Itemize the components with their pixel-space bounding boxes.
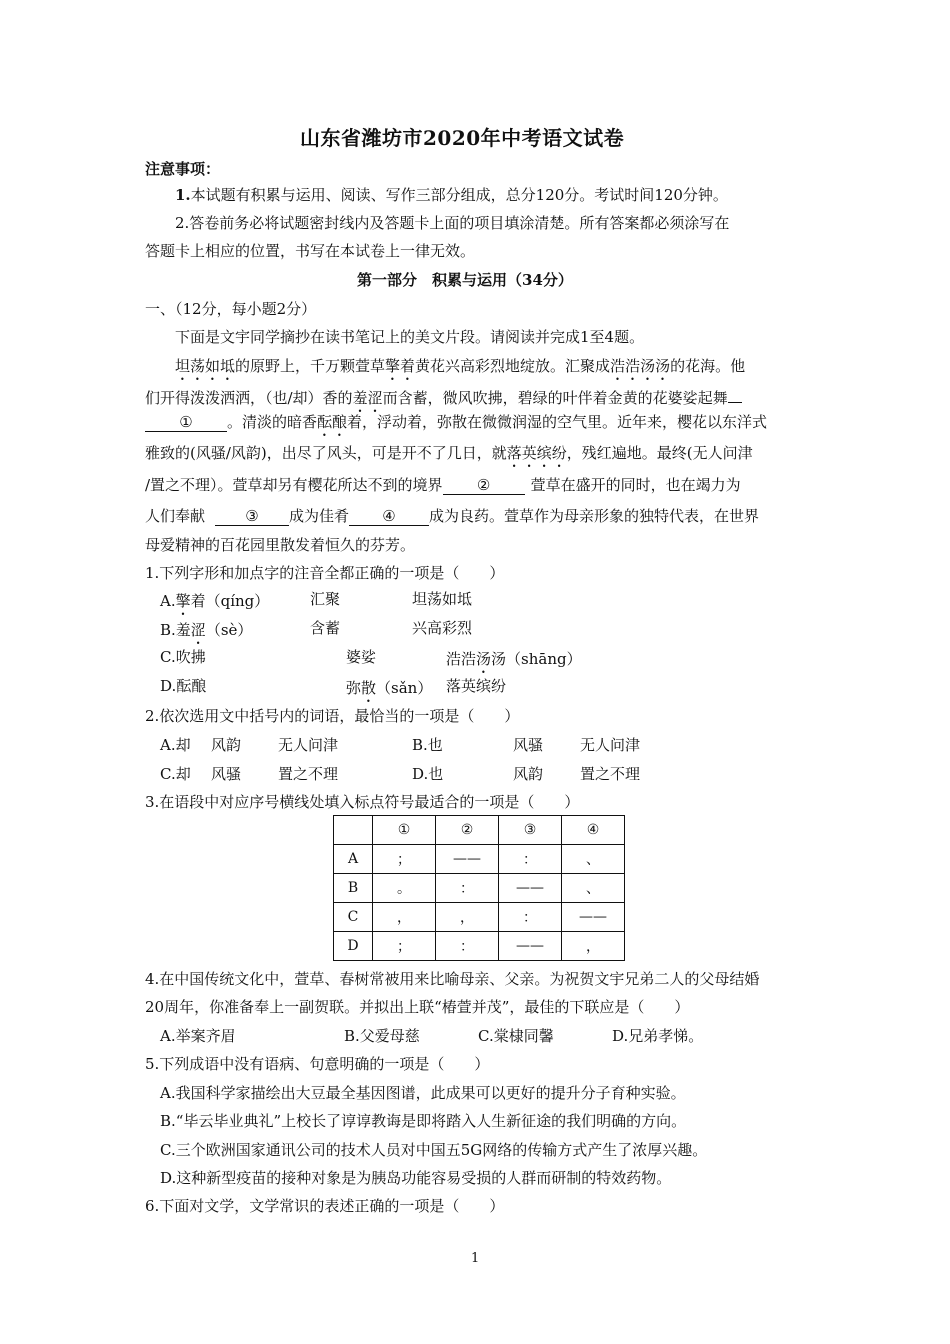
passage-dotted-word: 坦荡如坻	[175, 357, 236, 375]
notice-item-2-line1: 2.答卷前务必将试题密封线内及答题卡上面的项目填涂清楚。所有答案都必须涂写在	[175, 214, 730, 232]
notice-item-2-line2: 答题卡上相应的位置，书写在本试卷上一律无效。	[145, 242, 476, 260]
table-cell: ①	[373, 816, 436, 845]
q3-answer-table	[333, 815, 625, 961]
q1-option-c[interactable]: C.吹拂	[160, 648, 206, 666]
passage-text: 。清淡的暗香	[227, 413, 318, 431]
passage-dotted-word: 擎着	[385, 357, 416, 375]
table-row	[334, 903, 625, 932]
dotted-char: 汤	[476, 650, 492, 668]
table-cell	[334, 816, 373, 845]
q4-option-d[interactable]: D.兄弟孝悌。	[612, 1027, 704, 1045]
table-cell: ：	[436, 932, 499, 961]
table-cell: ——	[499, 874, 562, 903]
notice-heading: 注意事项：	[145, 160, 221, 178]
passage-text: ，残红遍地。最终(无人问津	[566, 444, 753, 462]
table-cell: 。	[373, 874, 436, 903]
q1-option-b[interactable]	[160, 621, 252, 648]
passage-line-1	[175, 357, 745, 384]
notice-item-1-text: 本试题有积累与运用、阅读、写作三部分组成，总分120分。考试时间120分钟。	[190, 186, 728, 204]
q2-option-d-word3: 置之不理	[580, 765, 641, 783]
q5-option-d[interactable]: D.这种新型疫苗的接种对象是为胰岛功能容易受损的人群而研制的特效药物。	[160, 1169, 672, 1187]
table-cell: C	[334, 903, 373, 932]
table-cell: A	[334, 845, 373, 874]
option-text: 浩浩	[446, 650, 477, 668]
blank-1-start	[728, 385, 742, 403]
passage-text: 们开得泼泼洒洒，（也/却）香的	[145, 389, 353, 407]
page-number: 1	[471, 1251, 480, 1266]
passage-text: 成为佳肴	[289, 507, 350, 525]
passage-text: 而含蓄，微风吹拂，碧绿的叶伴着金黄的花婆娑起舞	[382, 389, 728, 407]
table-cell: D	[334, 932, 373, 961]
table-cell: ，	[562, 932, 625, 961]
dotted-char: 散	[361, 679, 377, 697]
part1-heading: 第一部分 积累与运用（34分）	[357, 271, 573, 289]
q1-option-a-word3: 坦荡如坻	[412, 590, 473, 608]
passage-text: 人们奉献	[145, 507, 206, 525]
q1-option-d-word3: 落英缤纷	[446, 677, 507, 695]
q1-option-d-word2	[346, 679, 432, 706]
q1-option-a[interactable]	[160, 592, 269, 619]
passage-text: 的花海。他	[670, 357, 746, 375]
q2-option-c-word2: 风骚	[211, 765, 242, 783]
q2-option-b-word3: 无人问津	[580, 736, 641, 754]
q5-option-a[interactable]: A.我国科学家描绘出大豆最全基因图谱，此成果可以更好的提升分子育种实验。	[160, 1084, 686, 1102]
page-title: 山东省潍坊市2020年中考语文试卷	[300, 126, 625, 150]
table-cell: 、	[562, 874, 625, 903]
blank-1[interactable]: ①	[145, 414, 227, 432]
q3-stem: 3.在语段中对应序号横线处填入标点符号最适合的一项是（ ）	[145, 793, 580, 811]
q1-option-c-word3	[446, 650, 582, 677]
table-cell: ：	[499, 903, 562, 932]
q1-option-a-word2: 汇聚	[310, 590, 341, 608]
q2-option-b[interactable]: B.也	[412, 736, 443, 754]
table-header-row	[334, 816, 625, 845]
table-cell: B	[334, 874, 373, 903]
q1-option-c-word2: 婆娑	[346, 648, 377, 666]
table-cell: ：	[436, 874, 499, 903]
passage-line-2	[145, 385, 742, 416]
q2-option-d-word2: 风韵	[513, 765, 544, 783]
section1-intro: 下面是文宇同学摘抄在读书笔记上的美文片段。请阅读并完成1至4题。	[175, 328, 645, 346]
passage-text: 萱草在盛开的同时，也在竭力为	[530, 476, 741, 494]
q2-option-d[interactable]: D.也	[412, 765, 444, 783]
q4-stem-line2: 20周年，你准备奉上一副贺联。并拟出上联“椿萱并茂”，最佳的下联应是（ ）	[145, 998, 690, 1016]
q2-stem: 2.依次选用文中括号内的词语，最恰当的一项是（ ）	[145, 707, 520, 725]
table-cell: ，	[373, 903, 436, 932]
passage-line-4	[145, 444, 753, 471]
q2-option-b-word2: 风骚	[513, 736, 544, 754]
option-text: 汤（shāng）	[491, 650, 582, 668]
table-row	[334, 845, 625, 874]
dotted-char: 擎	[175, 592, 191, 610]
passage-dotted-word: 羞涩	[352, 389, 383, 407]
option-letter: A.	[160, 592, 176, 610]
q2-option-a[interactable]: A.却	[160, 736, 191, 754]
table-cell: ：	[499, 845, 562, 874]
passage-text: 着，浮动着，弥散在微微润湿的空气里。近年来，樱花以东洋式	[347, 413, 768, 431]
q1-option-b-word2: 含蓄	[310, 619, 341, 637]
table-cell: ，	[436, 903, 499, 932]
q4-stem-line1: 4.在中国传统文化中，萱草、春树常被用来比喻母亲、父亲。为祝贺文宇兄弟二人的父母结婚	[145, 970, 760, 988]
q6-stem: 6.下面对文学，文学常识的表述正确的一项是（ ）	[145, 1197, 505, 1215]
table-cell: ④	[562, 816, 625, 845]
q4-option-a[interactable]: A.举案齐眉	[160, 1027, 236, 1045]
q2-option-a-word2: 风韵	[211, 736, 242, 754]
q5-option-c[interactable]: C.三个欧洲国家通讯公司的技术人员对中国五5G网络的传输方式产生了浓厚兴趣。	[160, 1141, 708, 1159]
q2-option-a-word3: 无人问津	[278, 736, 339, 754]
q1-stem: 1.下列字形和加点字的注音全都正确的一项是（ ）	[145, 564, 505, 582]
q1-option-d[interactable]: D.酝酿	[160, 677, 207, 695]
blank-2[interactable]: ②	[443, 477, 525, 495]
passage-text: 的原野上，千万颗萱草	[235, 357, 386, 375]
table-cell: ②	[436, 816, 499, 845]
table-cell: ——	[499, 932, 562, 961]
passage-text: 成为良药。萱草作为母亲形象的独特代表，在世界	[429, 507, 760, 525]
option-text: B.羞	[160, 621, 191, 639]
option-text: 弥	[346, 679, 362, 697]
blank-3[interactable]: ③	[215, 508, 289, 526]
blank-4[interactable]: ④	[349, 508, 429, 526]
option-text: （sè）	[205, 621, 253, 639]
q1-option-b-word3: 兴高彩烈	[412, 619, 473, 637]
table-cell: ——	[562, 903, 625, 932]
passage-text: 黄花兴高彩烈地绽放。汇聚成	[415, 357, 611, 375]
passage-dotted-word: 酝酿	[317, 413, 348, 431]
passage-line-6	[145, 508, 759, 526]
passage-dotted-word: 落英缤纷	[506, 444, 567, 462]
q5-stem: 5.下列成语中没有语病、句意明确的一项是（ ）	[145, 1055, 490, 1073]
q4-option-c[interactable]: C.棠棣同馨	[478, 1027, 554, 1045]
notice-item-1	[175, 188, 728, 203]
passage-line-5	[145, 477, 741, 495]
dotted-char: 涩	[190, 621, 206, 639]
table-cell: ；	[373, 932, 436, 961]
q4-option-b[interactable]: B.父爱母慈	[344, 1027, 420, 1045]
q2-option-c[interactable]: C.却	[160, 765, 191, 783]
option-text: 着（qíng）	[190, 592, 270, 610]
table-cell: ——	[436, 845, 499, 874]
passage-line-3	[145, 413, 767, 440]
notice-item-1-number: 1.	[175, 186, 191, 204]
option-text: （sǎn）	[376, 679, 433, 697]
table-row	[334, 874, 625, 903]
q5-option-b[interactable]: B.“毕云毕业典礼”上校长了谆谆教诲是即将踏入人生新征途的我们明确的方向。	[160, 1112, 687, 1130]
section1-label: 一、（12分，每小题2分）	[145, 300, 317, 318]
table-cell: ③	[499, 816, 562, 845]
passage-dotted-word: 浩浩汤汤	[610, 357, 671, 375]
passage-line-7: 母爱精神的百花园里散发着恒久的芬芳。	[145, 536, 416, 554]
passage-text: /置之不理）。萱草却另有樱花所达不到的境界	[145, 476, 443, 494]
table-cell: ；	[373, 845, 436, 874]
table-cell: 、	[562, 845, 625, 874]
passage-text: 雅致的(风骚/风韵)，出尽了风头，可是开不了几日，就	[145, 444, 507, 462]
table-row	[334, 932, 625, 961]
q2-option-c-word3: 置之不理	[278, 765, 339, 783]
